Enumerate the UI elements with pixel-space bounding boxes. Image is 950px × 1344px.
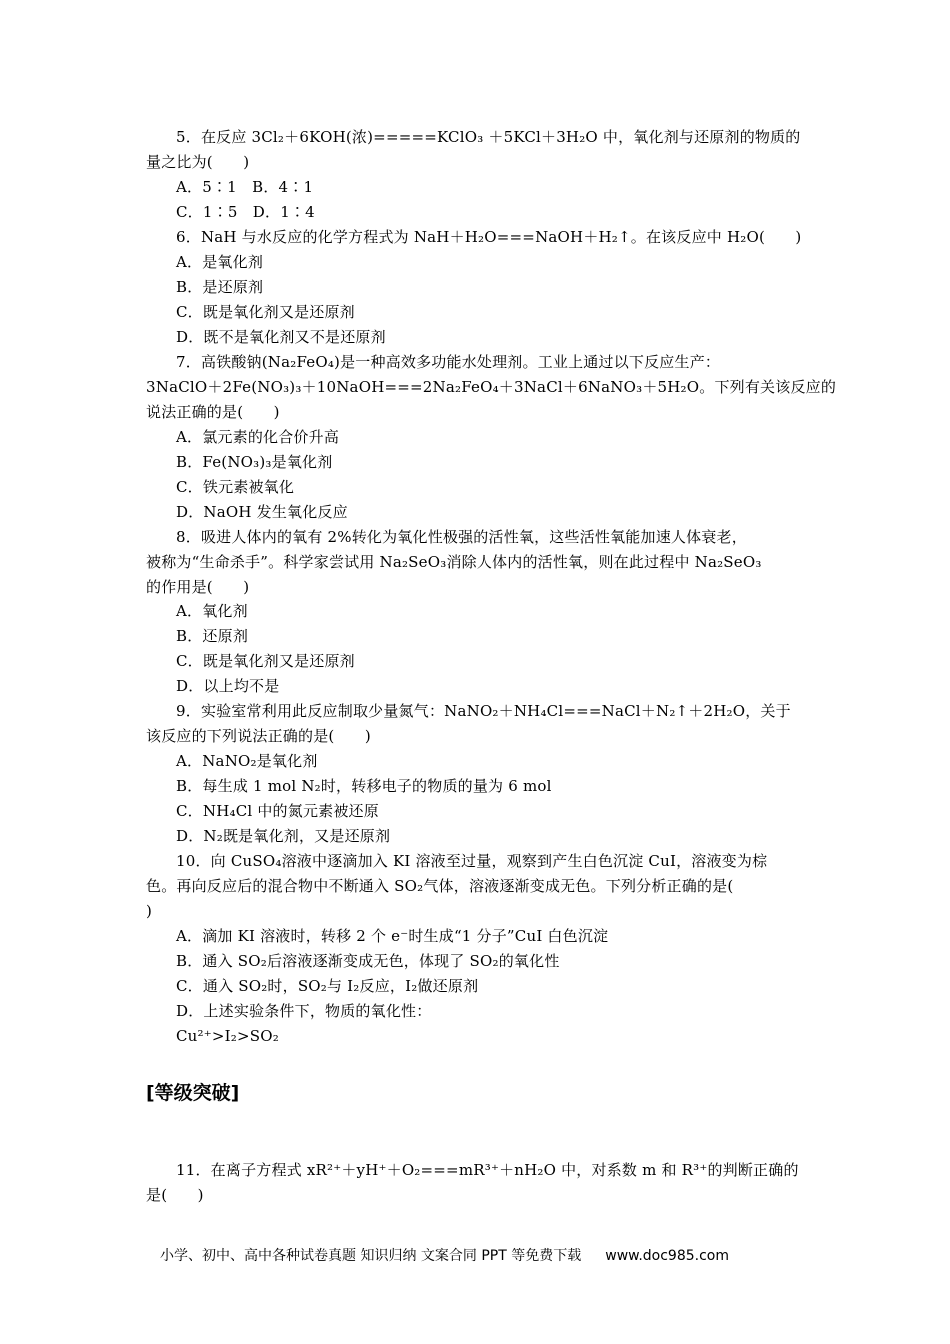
q8-line2: 被称为“生命杀手”。科学家尝试用 Na₂SeO₃消除人体内的活性氧，则在此过程中 Na₂SeO₃ <box>146 553 762 571</box>
q7-line2: 3NaClO＋2Fe(NO₃)₃＋10NaOH===2Na₂FeO₄＋3NaCl＋6NaNO₃＋5H₂O。下列有关该反应的 <box>146 378 837 396</box>
footer-text: 小学、初中、高中各种试卷真题 知识归纳 文案合同 PPT 等免费下载 <box>160 1248 582 1264</box>
q9-option-c: C．NH₄Cl 中的氮元素被还原 <box>176 802 379 820</box>
q5-line2: 量之比为( ) <box>146 153 250 171</box>
q8-option-b: B．还原剂 <box>176 627 249 645</box>
q10-line3: ) <box>146 902 153 920</box>
q9-option-a: A．NaNO₂是氧化剂 <box>176 752 318 770</box>
q5-options-cd: C．1∶5 D．1∶4 <box>176 203 315 221</box>
q10-option-b: B．通入 SO₂后溶液逐渐变成无色，体现了 SO₂的氧化性 <box>176 952 560 970</box>
q10-option-c: C．通入 SO₂时，SO₂与 I₂反应，I₂做还原剂 <box>176 977 479 995</box>
page-footer <box>160 1245 729 1265</box>
q11-line1: 11．在离子方程式 xR²⁺＋yH⁺＋O₂===mR³⁺＋nH₂O 中，对系数 m 和 R³⁺的判断正确的 <box>176 1161 799 1179</box>
q6-line1: 6．NaH 与水反应的化学方程式为 NaH＋H₂O===NaOH＋H₂↑。在该反应中 H₂O( ) <box>176 228 802 246</box>
footer-url[interactable]: www.doc985.com <box>605 1248 729 1264</box>
q6-option-c: C．既是氧化剂又是还原剂 <box>176 303 355 321</box>
q9-option-d: D．N₂既是氧化剂，又是还原剂 <box>176 827 391 845</box>
q6-option-d: D．既不是氧化剂又不是还原剂 <box>176 328 386 346</box>
q9-line2: 该反应的下列说法正确的是( ) <box>146 727 371 745</box>
q10-option-d-continued: Cu²⁺>I₂>SO₂ <box>176 1027 279 1045</box>
q8-option-c: C．既是氧化剂又是还原剂 <box>176 652 355 670</box>
q10-line2: 色。再向反应后的混合物中不断通入 SO₂气体，溶液逐渐变成无色。下列分析正确的是( <box>146 877 734 895</box>
q10-option-a: A．滴加 KI 溶液时，转移 2 个 e⁻时生成“1 分子”CuI 白色沉淀 <box>176 927 609 945</box>
q8-line3: 的作用是( ) <box>146 578 250 596</box>
q9-line1: 9．实验室常利用此反应制取少量氮气：NaNO₂＋NH₄Cl===NaCl＋N₂↑＋2H₂O，关于 <box>176 702 791 720</box>
q7-option-c: C．铁元素被氧化 <box>176 478 295 496</box>
q7-line1: 7．高铁酸钠(Na₂FeO₄)是一种高效多功能水处理剂。工业上通过以下反应生产： <box>176 353 721 371</box>
q5-line1: 5．在反应 3Cl₂＋6KOH(浓)=====KClO₃ ＋5KCl＋3H₂O 中，氧化剂与还原剂的物质的 <box>176 128 801 146</box>
q8-line1: 8．吸进人体内的氧有 2%转化为氧化性极强的活性氧，这些活性氧能加速人体衰老， <box>176 528 747 546</box>
q8-option-a: A．氧化剂 <box>176 602 248 620</box>
q10-option-d: D．上述实验条件下，物质的氧化性： <box>176 1002 432 1020</box>
q8-option-d: D．以上均不是 <box>176 677 280 695</box>
q7-option-d: D．NaOH 发生氧化反应 <box>176 503 348 521</box>
section-heading: [等级突破] <box>146 1082 240 1104</box>
q6-option-a: A．是氧化剂 <box>176 253 264 271</box>
q6-option-b: B．是还原剂 <box>176 278 264 296</box>
q11-line2: 是( ) <box>146 1186 204 1204</box>
q10-line1: 10．向 CuSO₄溶液中逐滴加入 KI 溶液至过量，观察到产生白色沉淀 CuI，溶液变为棕 <box>176 852 768 870</box>
q7-option-b: B．Fe(NO₃)₃是氧化剂 <box>176 453 333 471</box>
q7-line3: 说法正确的是( ) <box>146 403 280 421</box>
q9-option-b: B．每生成 1 mol N₂时，转移电子的物质的量为 6 mol <box>176 777 552 795</box>
q5-options-ab: A．5∶1 B．4∶1 <box>176 178 314 196</box>
q7-option-a: A．氯元素的化合价升高 <box>176 428 340 446</box>
